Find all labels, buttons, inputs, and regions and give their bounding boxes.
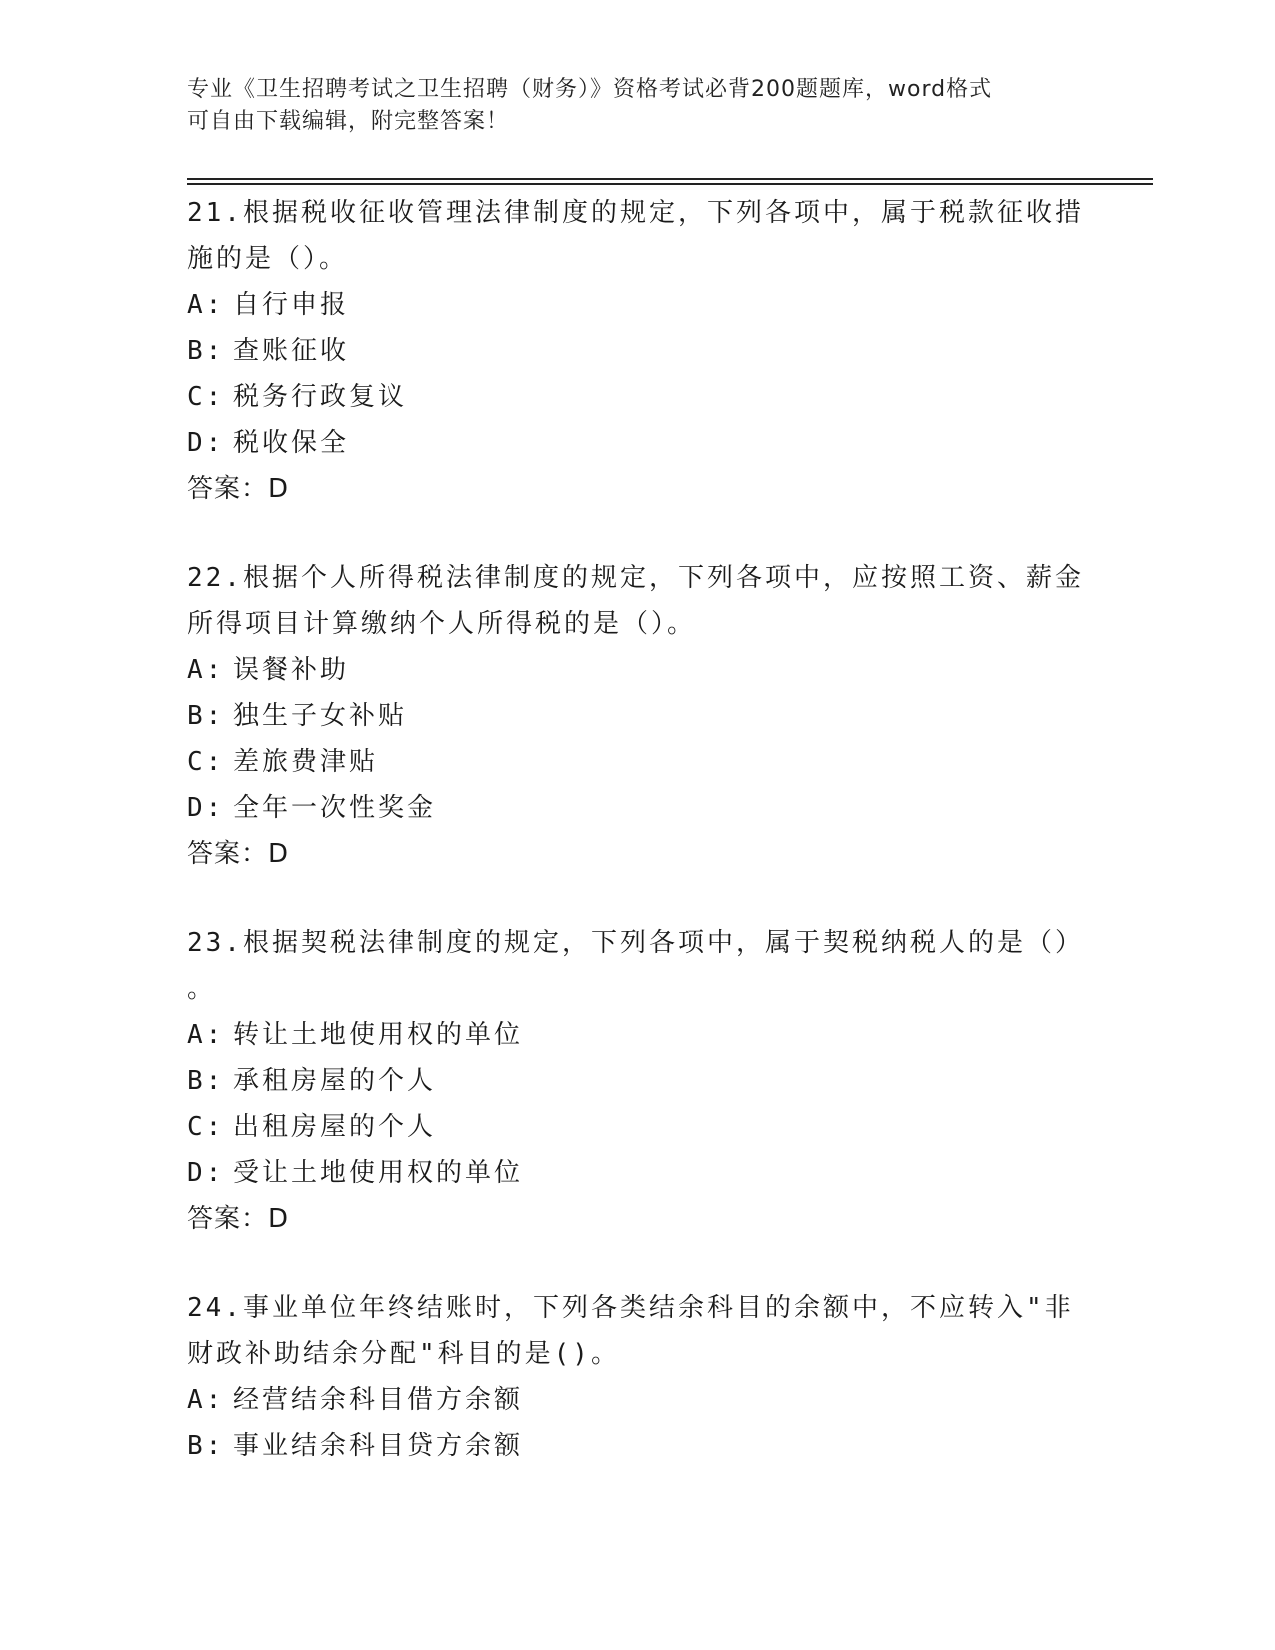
option-b xyxy=(187,693,1087,739)
option-text: 税收保全 xyxy=(233,428,350,458)
question-stem-line-1: 21.根据税收征收管理法律制度的规定，下列各项中，属于税款征收措 xyxy=(187,198,1084,228)
option-key: B: xyxy=(187,1066,225,1096)
option-c xyxy=(187,1104,1087,1150)
option-b xyxy=(187,1058,1087,1104)
option-text: 全年一次性奖金 xyxy=(233,793,437,823)
option-key: D: xyxy=(187,793,225,823)
option-text: 出租房屋的个人 xyxy=(233,1112,437,1142)
option-b xyxy=(187,328,1087,374)
option-key: C: xyxy=(187,747,225,777)
question-23 xyxy=(187,920,1087,1242)
option-key: D: xyxy=(187,428,225,458)
option-key: A: xyxy=(187,1385,225,1415)
question-stem-line-2: 财政补助结余分配"科目的是()。 xyxy=(187,1339,620,1369)
option-key: C: xyxy=(187,382,225,412)
question-21 xyxy=(187,190,1087,512)
option-key: A: xyxy=(187,290,225,320)
option-text: 受让土地使用权的单位 xyxy=(233,1158,524,1188)
option-text: 差旅费津贴 xyxy=(233,747,379,777)
option-d xyxy=(187,785,1087,831)
question-stem-line-2: 所得项目计算缴纳个人所得税的是（）。 xyxy=(187,609,697,639)
option-a xyxy=(187,647,1087,693)
option-text: 自行申报 xyxy=(233,290,350,320)
option-text: 查账征收 xyxy=(233,336,350,366)
option-text: 误餐补助 xyxy=(233,655,350,685)
option-key: A: xyxy=(187,1020,225,1050)
option-a xyxy=(187,1377,1087,1423)
option-key: B: xyxy=(187,701,225,731)
option-a xyxy=(187,282,1087,328)
header-divider-bottom xyxy=(187,183,1153,185)
option-key: B: xyxy=(187,336,225,366)
question-stem xyxy=(187,920,1087,1012)
option-a xyxy=(187,1012,1087,1058)
header-line-2: 可自由下载编辑，附完整答案！ xyxy=(187,109,510,134)
option-key: A: xyxy=(187,655,225,685)
option-key: B: xyxy=(187,1431,225,1461)
option-text: 事业结余科目贷方余额 xyxy=(233,1431,524,1461)
option-d xyxy=(187,420,1087,466)
answer-label: 答案：D xyxy=(187,839,290,869)
question-stem-line-1: 22.根据个人所得税法律制度的规定，下列各项中，应按照工资、薪金 xyxy=(187,563,1084,593)
option-key: D: xyxy=(187,1158,225,1188)
question-stem xyxy=(187,555,1087,647)
question-stem-line-2: 。 xyxy=(187,974,217,1004)
option-b xyxy=(187,1423,1087,1469)
option-text: 转让土地使用权的单位 xyxy=(233,1020,524,1050)
question-22 xyxy=(187,555,1087,877)
question-stem xyxy=(187,1285,1087,1377)
option-c xyxy=(187,374,1087,420)
question-stem-line-1: 23.根据契税法律制度的规定，下列各项中，属于契税纳税人的是（） xyxy=(187,928,1084,958)
option-c xyxy=(187,739,1087,785)
question-stem-line-2: 施的是（）。 xyxy=(187,244,349,274)
answer-label: 答案：D xyxy=(187,474,290,504)
option-text: 承租房屋的个人 xyxy=(233,1066,437,1096)
question-24 xyxy=(187,1285,1087,1469)
option-d xyxy=(187,1150,1087,1196)
header-line-1: 专业《卫生招聘考试之卫生招聘（财务）》资格考试必背200题题库，word格式 xyxy=(187,77,993,102)
document-header xyxy=(187,74,1087,138)
header-divider-top xyxy=(187,178,1153,180)
answer-label: 答案：D xyxy=(187,1204,290,1234)
option-text: 经营结余科目借方余额 xyxy=(233,1385,524,1415)
option-text: 税务行政复议 xyxy=(233,382,408,412)
option-text: 独生子女补贴 xyxy=(233,701,408,731)
question-stem-line-1: 24.事业单位年终结账时，下列各类结余科目的余额中，不应转入"非 xyxy=(187,1293,1074,1323)
question-stem xyxy=(187,190,1087,282)
option-key: C: xyxy=(187,1112,225,1142)
